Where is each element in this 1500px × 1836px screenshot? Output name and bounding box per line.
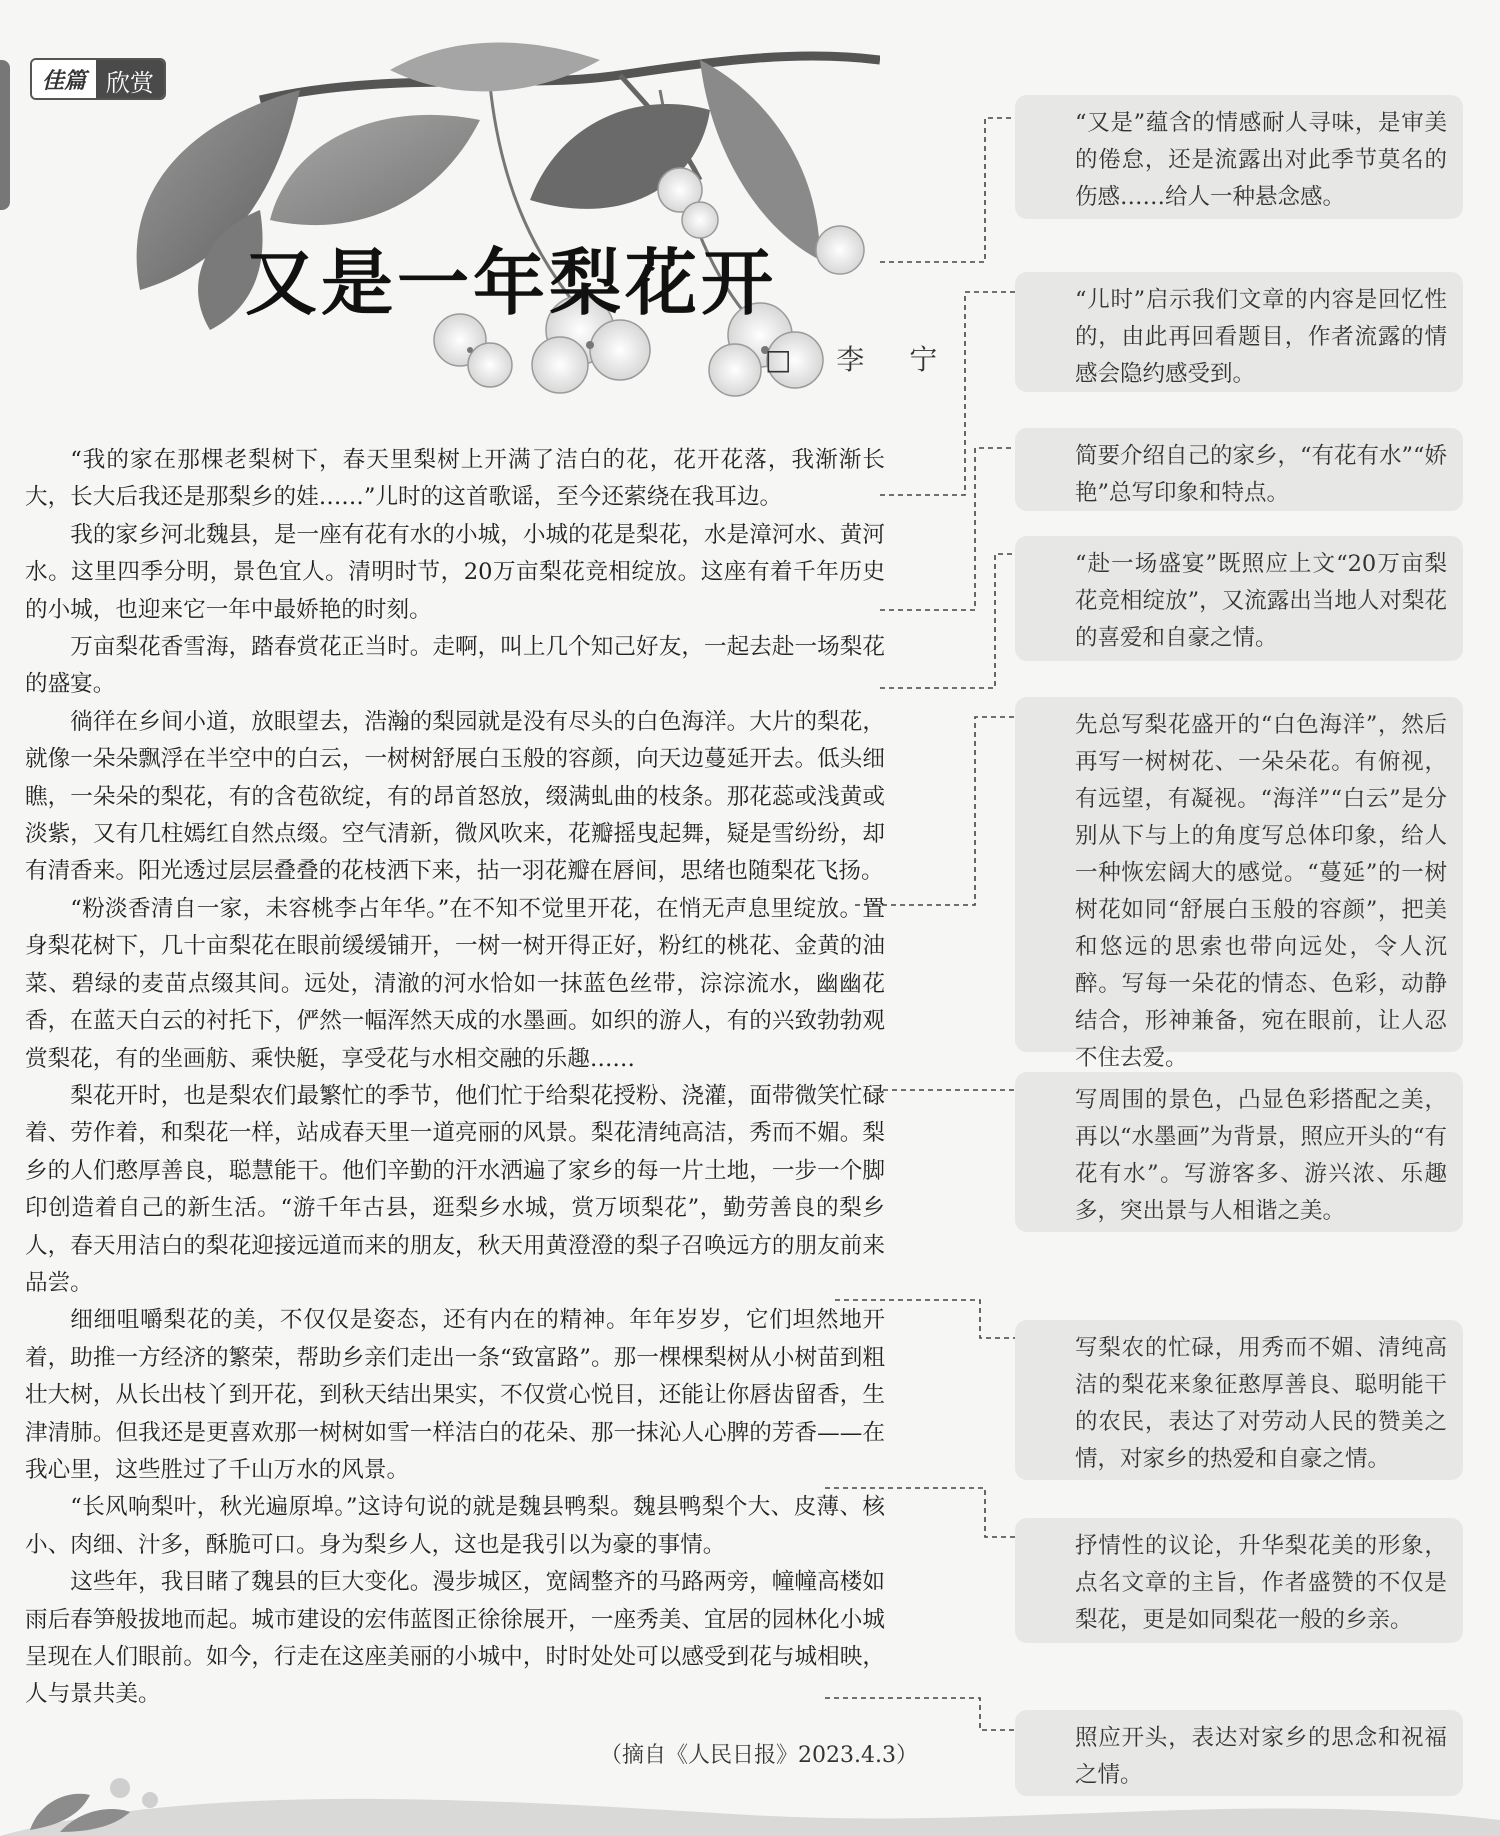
footer-flower-decoration [0, 1760, 1500, 1836]
note-7: 写梨农的忙碌，用秀而不媚、清纯高洁的梨花来象征憨厚善良、聪明能干的农民，表达了对劳动人民的赞美之情，对家乡的热爱和自豪之情。 [1015, 1320, 1463, 1480]
paragraph-2: 我的家乡河北魏县，是一座有花有水的小城，小城的花是梨花，水是漳河水、黄河水。这里四季分明，景色宜人。清明时节，20万亩梨花竞相绽放。这座有着千年历史的小城，也迎来它一年中最娇艳的时刻。 [25, 521, 885, 623]
paragraph-4: 徜徉在乡间小道，放眼望去，浩瀚的梨园就是没有尽头的白色海洋。大片的梨花，就像一朵朵飘浮在半空中的白云，一树树舒展白玉般的容颜，向天边蔓延开去。低头细瞧，一朵朵的梨花，有的含苞欲绽，有的昂首怒放，缀满虬曲的枝条。那花蕊或浅黄或淡紫，又有几柱嫣红自然点缀。空气清新，微风吹来，花瓣摇曳起舞，疑是雪纷纷，却有清香来。阳光透过层层叠叠的花枝洒下来，拈一羽花瓣在唇间，思绪也随梨花飞扬。 [25, 708, 885, 885]
note-4: “赴一场盛宴”既照应上文“20万亩梨花竞相绽放”，又流露出当地人对梨花的喜爱和自豪之情。 [1015, 536, 1463, 661]
note-1: “又是”蕴含的情感耐人寻味，是审美的倦怠，还是流露出对此季节莫名的伤感……给人一种悬念感。 [1015, 95, 1463, 219]
note-9: 照应开头，表达对家乡的思念和祝福之情。 [1015, 1710, 1463, 1796]
paragraph-9: 这些年，我目睹了魏县的巨大变化。漫步城区，宽阔整齐的马路两旁，幢幢高楼如雨后春笋般拔地而起。城市建设的宏伟蓝图正徐徐展开，一座秀美、宜居的园林化小城呈现在人们眼前。如今，行走在这座美丽的小城中，时时处处可以感受到花与城相映，人与景共美。 [25, 1569, 885, 1708]
note-8: 抒情性的议论，升华梨花美的形象，点名文章的主旨，作者盛赞的不仅是梨花，更是如同梨花一般的乡亲。 [1015, 1518, 1463, 1643]
article-author: □ 李 宁 [765, 343, 956, 376]
column-tag-part2: 欣赏 [96, 60, 164, 98]
paragraph-1: “我的家在那棵老梨树下，春天里梨树上开满了洁白的花，花开花落，我渐渐长大，长大后我还是那梨乡的娃……”儿时的这首歌谣，至今还萦绕在我耳边。 [25, 447, 885, 511]
note-5: 先总写梨花盛开的“白色海洋”，然后再写一树树花、一朵朵花。有俯视，有远望，有凝视。“海洋”“白云”是分别从下与上的角度写总体印象，给人一种恢宏阔大的感觉。“蔓延”的一树树花如同“舒展白玉般的容颜”，把美和悠远的思索也带向远处，令人沉醉。写每一朵花的情态、色彩，动静结合，形神兼备，宛在眼前，让人忍不住去爱。 [1015, 697, 1463, 1052]
paragraph-8: “长风响梨叶，秋光遍原埠。”这诗句说的就是魏县鸭梨。魏县鸭梨个大、皮薄、核小、肉细、汁多，酥脆可口。身为梨乡人，这也是我引以为豪的事情。 [25, 1494, 885, 1558]
paragraph-6: 梨花开时，也是梨农们最繁忙的季节，他们忙于给梨花授粉、浇灌，面带微笑忙碌着、劳作着，和梨花一样，站成春天里一道亮丽的风景。梨花清纯高洁，秀而不媚。梨乡的人们憨厚善良，聪慧能干。他们辛勤的汗水洒遍了家乡的每一片土地，一步一个脚印创造着自己的新生活。“游千年古县，逛梨乡水城，赏万顷梨花”，勤劳善良的梨乡人，春天用洁白的梨花迎接远道而来的朋友，秋天用黄澄澄的梨子召唤远方的朋友前来品尝。 [25, 1082, 885, 1296]
paragraph-7: 细细咀嚼梨花的美，不仅仅是姿态，还有内在的精神。年年岁岁，它们坦然地开着，助推一方经济的繁荣，帮助乡亲们走出一条“致富路”。那一棵棵梨树从小树苗到粗壮大树，从长出枝丫到开花，到秋天结出果实，不仅赏心悦目，还能让你唇齿留香，生津清肺。但我还是更喜欢那一树树如雪一样洁白的花朵、那一抹沁人心脾的芳香——在我心里，这些胜过了千山万水的风景。 [25, 1307, 885, 1483]
article-title: 又是一年梨花开 [245, 241, 778, 325]
paragraph-3: 万亩梨花香雪海，踏春赏花正当时。走啊，叫上几个知己好友，一起去赴一场梨花的盛宴。 [25, 634, 885, 698]
note-2: “儿时”启示我们文章的内容是回忆性的，由此再回看题目，作者流露的情感会隐约感受到。 [1015, 272, 1463, 392]
note-3: 简要介绍自己的家乡，“有花有水”“娇艳”总写印象和特点。 [1015, 428, 1463, 511]
article-source: （摘自《人民日报》2023.4.3） [600, 1743, 918, 1768]
note-6: 写周围的景色，凸显色彩搭配之美，再以“水墨画”为背景，照应开头的“有花有水”。写游客多、游兴浓、乐趣多，突出景与人相谐之美。 [1015, 1072, 1463, 1232]
paragraph-5: “粉淡香清自一家，未容桃李占年华。”在不知不觉里开花，在悄无声息里绽放。置身梨花树下，几十亩梨花在眼前缓缓铺开，一树一树开得正好，粉红的桃花、金黄的油菜、碧绿的麦苗点缀其间。远处，清澈的河水恰如一抹蓝色丝带，淙淙流水，幽幽花香，在蓝天白云的衬托下，俨然一幅浑然天成的水墨画。如织的游人，有的兴致勃勃观赏梨花，有的坐画舫、乘快艇，享受花与水相交融的乐趣…… [25, 895, 885, 1072]
column-tag-part1: 佳篇 [32, 60, 96, 98]
